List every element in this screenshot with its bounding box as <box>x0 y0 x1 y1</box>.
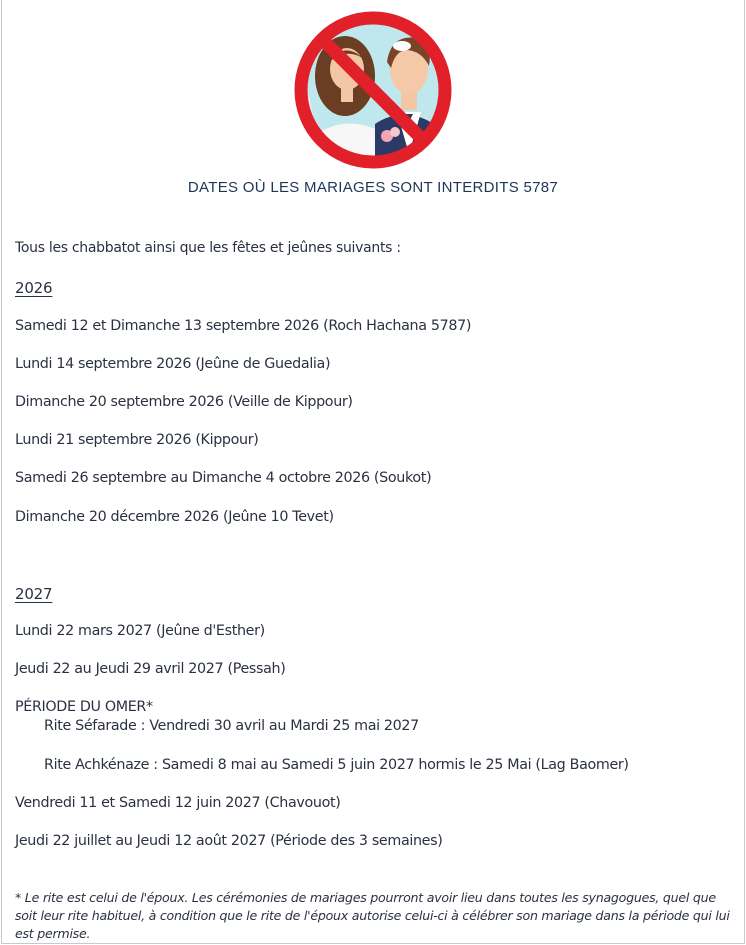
date-item: Lundi 14 septembre 2026 (Jeûne de Guedalia) <box>15 356 331 372</box>
date-item: Jeudi 22 au Jeudi 29 avril 2027 (Pessah) <box>15 661 286 677</box>
year-heading-2027: 2027 <box>15 585 53 603</box>
intro-text: Tous les chabbatot ainsi que les fêtes et jeûnes suivants : <box>15 240 401 256</box>
page-title: DATES OÙ LES MARIAGES SONT INTERDITS 5787 <box>187 179 559 196</box>
date-item: Dimanche 20 septembre 2026 (Veille de Kippour) <box>15 394 353 410</box>
date-item: Jeudi 22 juillet au Jeudi 12 août 2027 (Période des 3 semaines) <box>15 833 443 849</box>
date-item: Samedi 12 et Dimanche 13 septembre 2026 (Roch Hachana 5787) <box>15 318 472 334</box>
omer-achkenaze-item: Rite Achkénaze : Samedi 8 mai au Samedi 5 juin 2027 hormis le 25 Mai (Lag Baomer) <box>44 757 629 773</box>
date-item: Dimanche 20 décembre 2026 (Jeûne 10 Tevet) <box>15 509 334 525</box>
omer-sefarade-item: Rite Séfarade : Vendredi 30 avril au Mardi 25 mai 2027 <box>44 718 419 734</box>
date-item: Lundi 22 mars 2027 (Jeûne d'Esther) <box>15 623 265 639</box>
year-heading-2026: 2026 <box>15 279 53 297</box>
date-item: Vendredi 11 et Samedi 12 juin 2027 (Chavouot) <box>15 795 341 811</box>
omer-heading: PÉRIODE DU OMER* <box>15 699 153 715</box>
date-item: Samedi 26 septembre au Dimanche 4 octobre 2026 (Soukot) <box>15 470 432 486</box>
no-wedding-couple-icon <box>287 4 459 176</box>
footnote: * Le rite est celui de l'époux. Les cérémonies de mariages pourront avoir lieu dans toutes les synagogues, quel que soit leur rite habituel, à condition que le rite de l'époux autorise celui-ci à célébrer son mariage dans la période qui lui est permise. <box>15 890 730 941</box>
date-item: Lundi 21 septembre 2026 (Kippour) <box>15 432 259 448</box>
